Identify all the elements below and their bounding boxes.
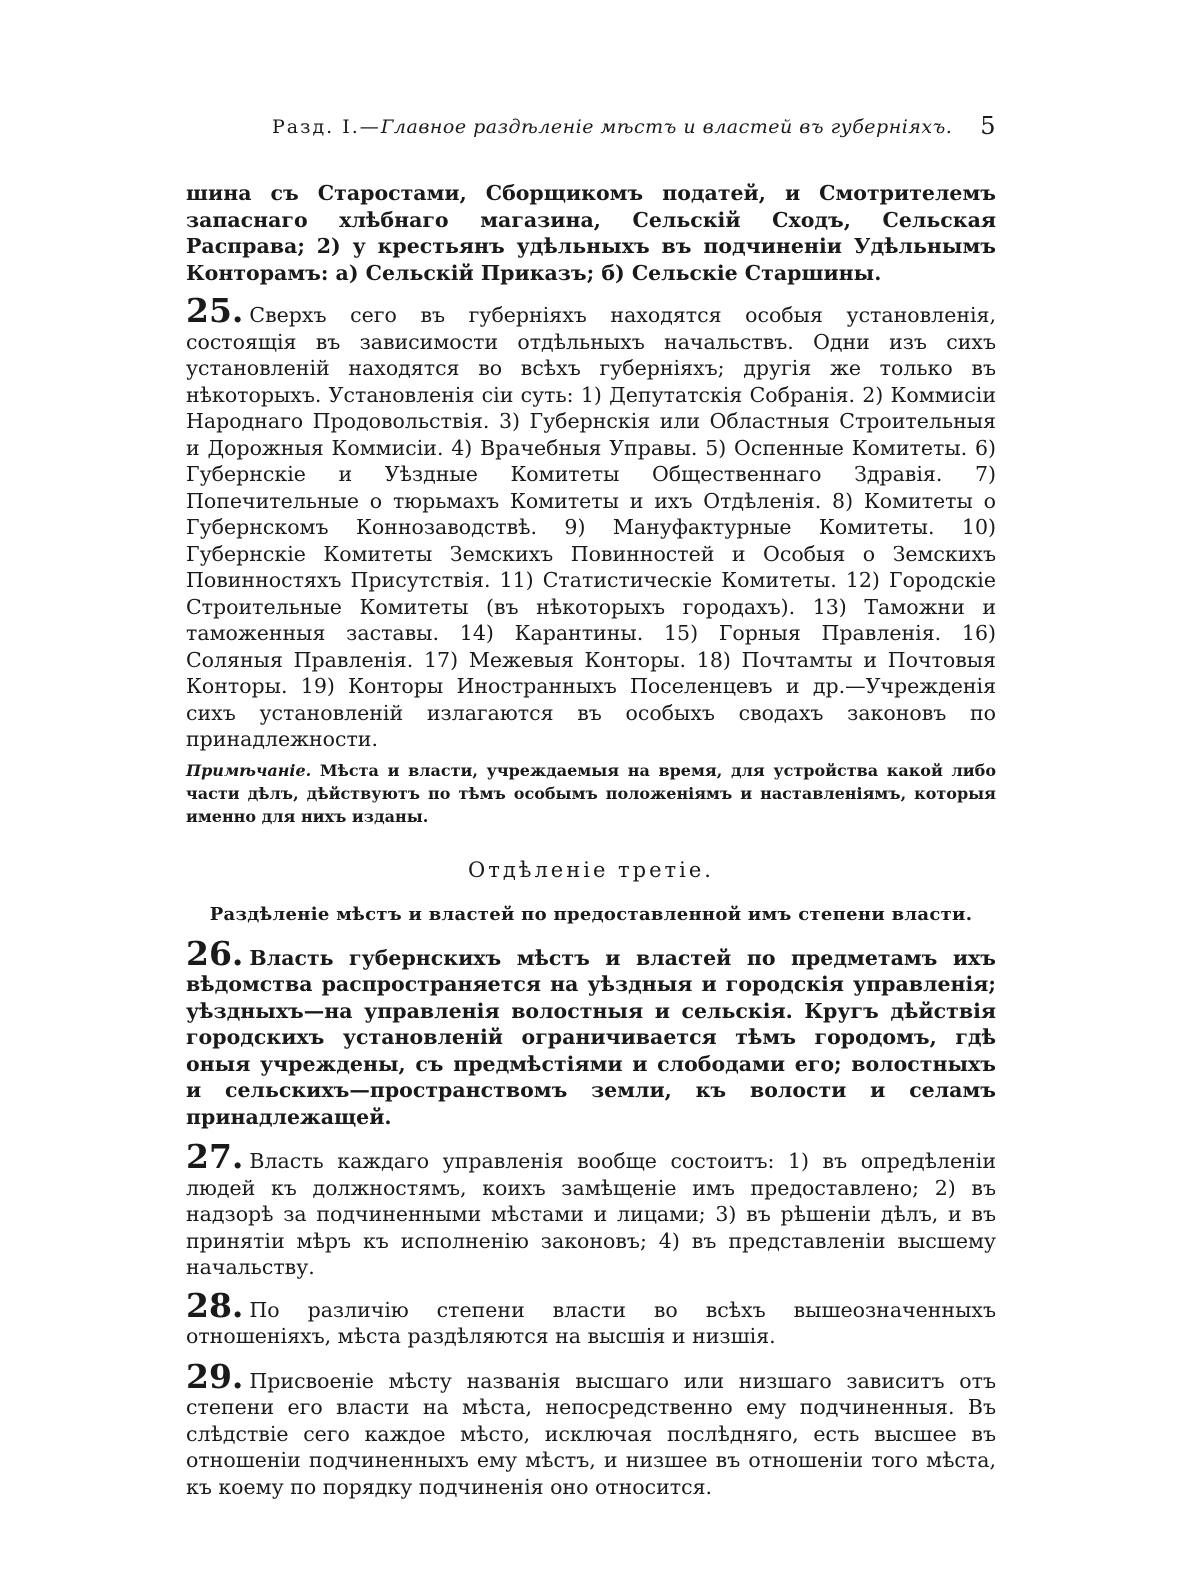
article-27 bbox=[186, 1137, 996, 1281]
article-number: 28. bbox=[186, 1285, 244, 1325]
article-number: 25. bbox=[186, 291, 244, 330]
article-text: Присвоеніе мѣсту названія высшаго или низшаго зависитъ отъ степени его власти на мѣста, непосредственно ему подчиненныя. Въ слѣдствіе сего каждое мѣсто, исключая послѣдняго, есть высшее въ отношеніи подчиненныхъ ему мѣстъ, и низшее въ отношеніи того мѣста, къ коему по порядку подчиненія оно относится. bbox=[186, 1368, 996, 1499]
article-number: 27. bbox=[186, 1137, 244, 1176]
running-head-lead: Разд. I.— bbox=[272, 116, 381, 138]
section-subheading: Раздѣленіе мѣстъ и властей по предоставленной имъ степени власти. bbox=[209, 903, 973, 925]
note bbox=[186, 759, 996, 828]
article-number: 29. bbox=[186, 1356, 244, 1396]
note-label: Примѣчаніе. bbox=[186, 760, 312, 780]
article-text: Сверхъ сего въ губерніяхъ находятся особыя установленія, состоящія въ зависимости отдѣльныхъ начальствъ. Одни изъ сихъ установленій находятся во всѣхъ губерніяхъ; другія же только въ нѣкоторыхъ. Установленія сіи суть: 1) Депутатскія Собранія. 2) Коммисіи Народнаго Продовольствія. 3) Губернскія или Областныя Строительныя и Дорожныя Коммисіи. 4) Врачебныя Управы. 5) Оспенные Комитеты. 6) Губернскіе и Уѣздные Комитеты Общественнаго Здравія. 7) Попечительные о тюрьмахъ Комитеты и ихъ Отдѣленія. 8) Комитеты о Губернскомъ Коннозаводствѣ. 9) Мануфактурные Комитеты. 10) Губернскіе Комитеты Земскихъ Повинностей и Особыя о Земскихъ Повинностяхъ Присутствія. 11) Статистическіе Комитеты. 12) Городскіе Строительные Комитеты (въ нѣкоторыхъ городахъ). 13) Таможни и таможенныя заставы. 14) Карантины. 15) Горныя Правленія. 16) Соляныя Правленія. 17) Межевыя Конторы. 18) Почтамты и Почтовыя Конторы. 19) Конторы Иностранныхъ Поселенцевъ и др.—Учрежденія сихъ установленій излагаются въ особыхъ сводахъ законовъ по принадлежности. bbox=[186, 303, 996, 751]
paragraph-continuation: шина съ Старостами, Сборщикомъ податей, и Смотрителемъ запаснаго хлѣбнаго магазина, Сельскій Сходъ, Сельская Расправа; 2) у крестьянъ удѣльныхъ въ подчиненіи Удѣльнымъ Конторамъ: а) Сельскій Приказъ; б) Сельскіе Старшины. bbox=[186, 181, 996, 285]
article-25 bbox=[186, 291, 996, 753]
page-number: 5 bbox=[980, 112, 996, 140]
book-page bbox=[186, 108, 996, 1500]
article-28 bbox=[186, 1285, 996, 1350]
section-heading: Отдѣленіе третіе. bbox=[468, 857, 714, 882]
article-text: Власть каждаго управленія вообще состоитъ: 1) въ опредѣленіи людей къ должностямъ, коихъ замѣщеніе имъ предоставлено; 2) въ надзорѣ за подчиненными мѣстами и лицами; 3) въ рѣшеніи дѣлъ, и въ принятіи мѣръ къ исполненію законовъ; 4) въ представленіи высшему начальству. bbox=[186, 1149, 996, 1279]
article-number: 26. bbox=[186, 933, 244, 973]
article-text: По различію степени власти во всѣхъ вышеозначенныхъ отношеніяхъ, мѣста раздѣляются на высшія и низшія. bbox=[186, 1297, 996, 1348]
running-head-rest: Главное раздѣленіе мѣстъ и властей въ губерніяхъ. bbox=[380, 116, 953, 138]
article-text: Власть губернскихъ мѣстъ и властей по предметамъ ихъ вѣдомства распространяется на уѣздныя и городскія управленія; уѣздныхъ—на управленія волостныя и сельскія. Кругъ дѣйствія городскихъ установленій ограничивается тѣмъ городомъ, гдѣ оныя учреждены, съ предмѣстіями и слободами его; волостныхъ и сельскихъ—пространствомъ земли, къ волости и селамъ принадлежащей. bbox=[186, 945, 996, 1129]
article-26 bbox=[186, 933, 996, 1131]
running-head bbox=[186, 108, 996, 148]
note-text: Мѣста и власти, учреждаемыя на время, для устройства какой либо части дѣлъ, дѣйствуютъ по тѣмъ особымъ положеніямъ и наставленіямъ, которыя именно для нихъ изданы. bbox=[186, 760, 996, 826]
running-head-title bbox=[272, 116, 952, 138]
article-29 bbox=[186, 1356, 996, 1501]
